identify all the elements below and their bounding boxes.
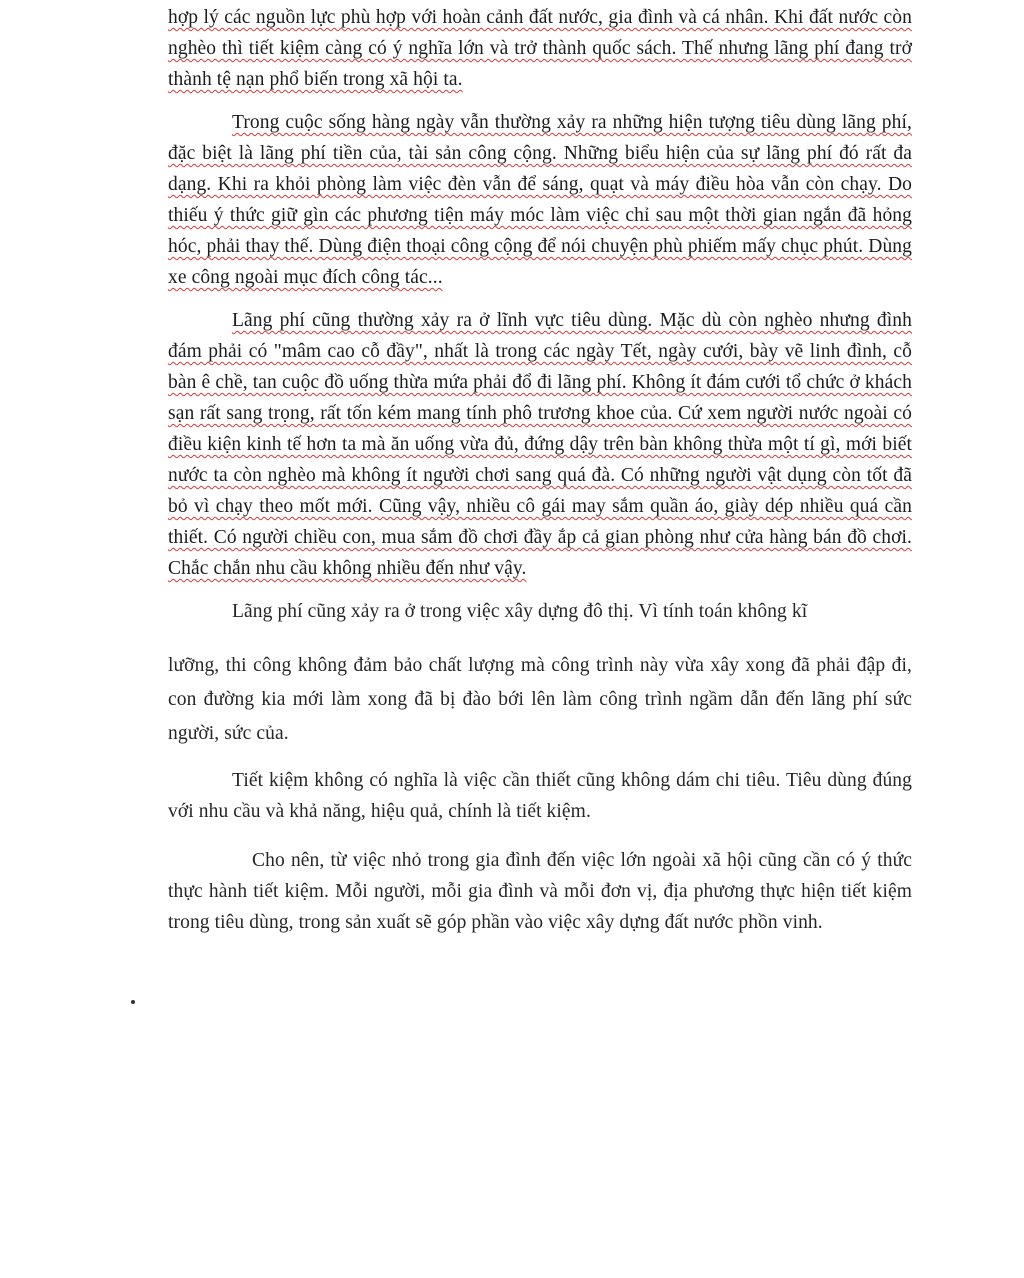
paragraph-7[interactable]: Cho nên, từ việc nhỏ trong gia đình đến việc lớn ngoài xã hội cũng cần có ý thức thực hành tiết kiệm. Mỗi người, mỗi gia đình và mỗi đơn vị, địa phương thực hiện tiết kiệm trong tiêu dùng, trong sản xuất sẽ góp phần vào việc xây dựng đất nước phồn vinh. — [168, 850, 912, 933]
document-body — [168, 2, 912, 938]
paragraph-2[interactable]: Trong cuộc sống hàng ngày vẫn thường xảy ra những hiện tượng tiêu dùng lãng phí, đặc biệt là lãng phí tiền của, tài sản công cộng. Những biểu hiện của sự lãng phí đó rất đa dạng. Khi ra khỏi phòng làm việc đèn vẫn để sáng, quạt và máy điều hòa vẫn còn chạy. Do thiếu ý thức giữ gìn các phương tiện máy móc làm việc chỉ sau một thời gian ngắn đã hỏng hóc, phải thay thế. Dùng điện thoại công cộng để nói chuyện phù phiếm mấy chục phút. Dùng xe công ngoài mục đích công tác... — [168, 112, 912, 288]
paragraph-3[interactable]: Lãng phí cũng thường xảy ra ở lĩnh vực tiêu dùng. Mặc dù còn nghèo nhưng đình đám phải có "mâm cao cỗ đầy", nhất là trong các ngày Tết, ngày cưới, bày vẽ linh đình, cỗ bàn ê chề, tan cuộc đồ uống thừa mứa phải đổ đi lãng phí. Không ít đám cưới tổ chức ở khách sạn rất sang trọng, rất tốn kém mang tính phô trương khoe của. Cứ xem người nước ngoài có điều kiện kinh tế hơn ta mà ăn uống vừa đủ, đứng dậy trên bàn không thừa một tí gì, mới biết nước ta còn nghèo mà không ít người chơi sang quá đà. Có những người vật dụng còn tốt đã bỏ vì chạy theo mốt mới. Cũng vậy, nhiều cô gái may sắm quần áo, giày dép nhiều quá cần thiết. Có người chiều con, mua sắm đồ chơi đầy ắp cả gian phòng như cửa hàng bán đồ chơi. Chắc chắn nhu cầu không nhiều đến như vậy. — [168, 310, 912, 579]
paragraph-1[interactable]: hợp lý các nguồn lực phù hợp với hoàn cảnh đất nước, gia đình và cá nhân. Khi đất nước còn nghèo thì tiết kiệm càng có ý nghĩa lớn và trở thành quốc sách. Thế nhưng lãng phí đang trở thành tệ nạn phổ biến trong xã hội ta. — [168, 7, 912, 90]
paragraph-4[interactable]: Lãng phí cũng xảy ra ở trong việc xây dựng đô thị. Vì tính toán không kĩ — [232, 601, 808, 622]
paragraph-6[interactable]: Tiết kiệm không có nghĩa là việc cần thiết cũng không dám chi tiêu. Tiêu dùng đúng với nhu cầu và khả năng, hiệu quả, chính là tiết kiệm. — [168, 770, 912, 822]
stray-dot-mark — [131, 1000, 135, 1004]
paragraph-5[interactable]: lưỡng, thi công không đảm bảo chất lượng mà công trình này vừa xây xong đã phải đập đi, con đường kia mới làm xong đã bị đào bới lên làm công trình ngầm dẫn đến lãng phí sức người, sức của. — [168, 655, 912, 744]
